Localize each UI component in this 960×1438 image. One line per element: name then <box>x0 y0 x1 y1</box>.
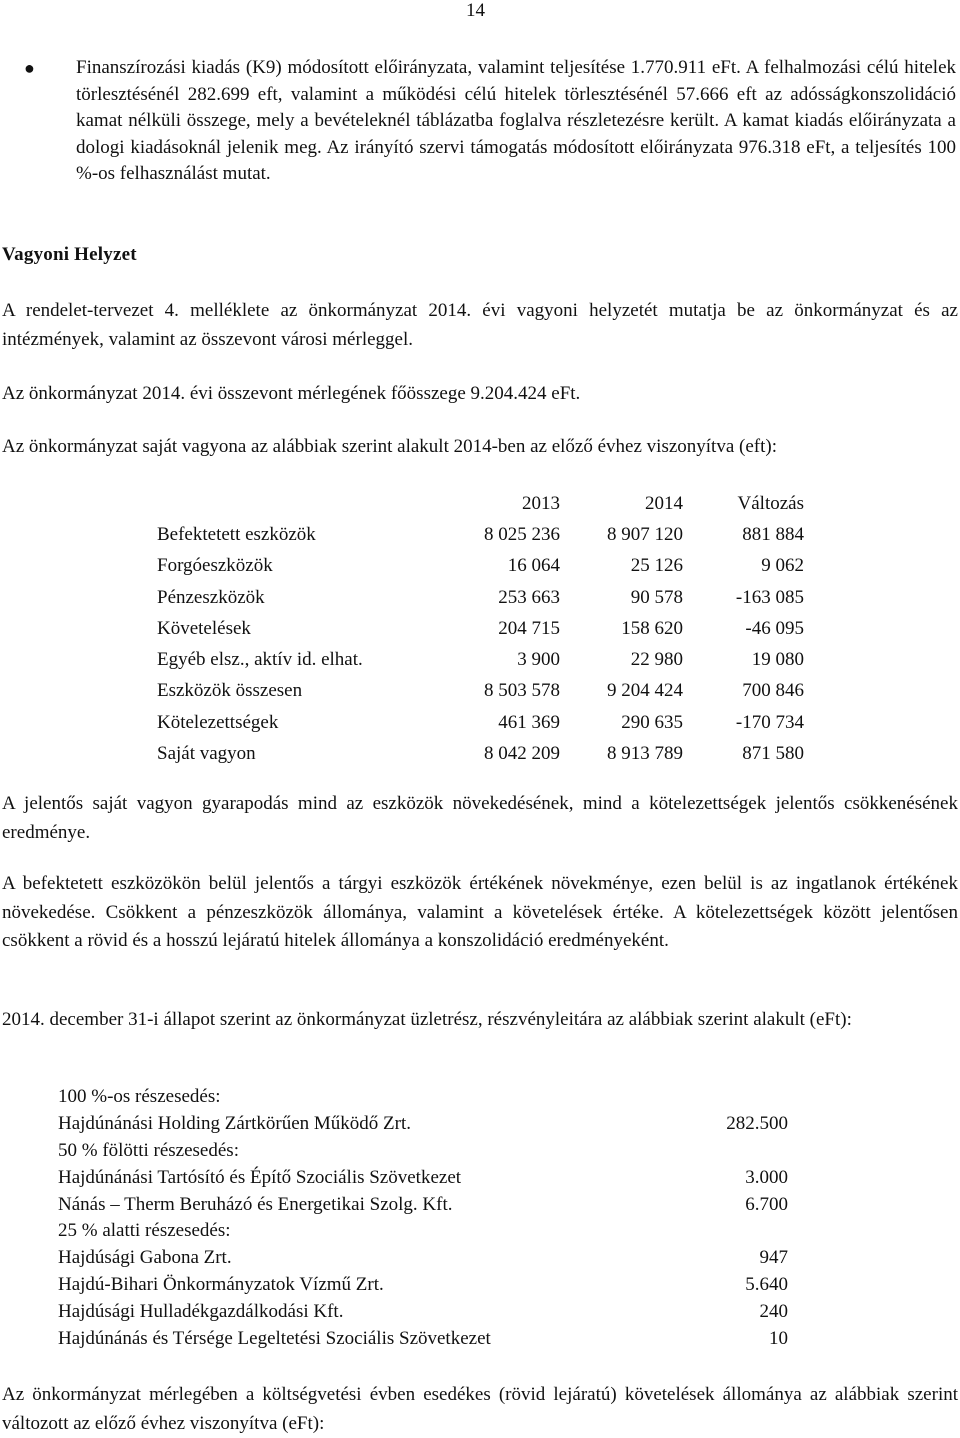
paragraph-assets-intro: Az önkormányzat saját vagyona az alábbiak szerint alakult 2014-ben az előző évhez viszonyítva (eft): <box>2 436 777 457</box>
shareholding-name: 25 % alatti részesedés: <box>58 1220 231 1242</box>
shareholding-name: 50 % fölötti részesedés: <box>58 1139 239 1161</box>
shareholding-name: 100 %-os részesedés: <box>58 1086 221 1107</box>
table-cell: 253 663 <box>498 586 560 608</box>
table-header-cell <box>157 488 457 519</box>
table-cell: 461 369 <box>498 711 560 733</box>
table-cell: 3 900 <box>517 649 560 671</box>
paragraph-details: A befektetett eszközökön belül jelentős a tárgyi eszközök értékének növekménye, ezen belül is az ingatlanok értékének növekedése. Csökkent a pénzeszközök állománya, valamint a követelések értéke. A kötelezettségek között jelentősen csökkent a rövid és a hosszú lejáratú hitelek állománya a konszolidáció eredményeként. <box>2 873 958 952</box>
list-item <box>58 1326 798 1353</box>
shareholding-name: Hajdúnánási Holding Zártkörűen Működő Zrt. <box>58 1112 412 1134</box>
shareholding-name: Nánás – Therm Beruházó és Energetikai Szolg. Kft. <box>58 1193 453 1215</box>
table-cell: -163 085 <box>735 586 804 608</box>
shareholding-value: 3.000 <box>745 1166 788 1188</box>
section-heading: Vagyoni Helyzet <box>2 244 137 265</box>
shareholding-value: 240 <box>759 1301 788 1323</box>
table-cell: 9 062 <box>761 555 804 577</box>
table-cell: 22 980 <box>630 649 683 671</box>
table-row <box>157 707 804 738</box>
shareholdings-list <box>58 1084 798 1353</box>
table-header-cell: Változás <box>737 492 804 514</box>
table-cell: 8 025 236 <box>484 523 560 545</box>
table-cell: 8 042 209 <box>484 743 560 765</box>
shareholding-name: Hajdúsági Hulladékgazdálkodási Kft. <box>58 1301 344 1323</box>
table-header-row <box>157 488 804 519</box>
paragraph-shareholdings-intro: 2014. december 31-i állapot szerint az önkormányzat üzletrész, részvényleitára az alábbiak szerint alakult (eFt): <box>2 1009 852 1030</box>
list-item <box>58 1272 798 1299</box>
shareholding-name: Hajdúsági Gabona Zrt. <box>58 1247 232 1269</box>
paragraph-receivables-intro: Az önkormányzat mérlegében a költségvetési évben esedékes (rövid lejáratú) követelések állománya az alábbiak szerint változott az előző évhez viszonyítva (eFt): <box>2 1384 958 1434</box>
bullet-icon: ● <box>24 58 35 78</box>
bullet-text: Finanszírozási kiadás (K9) módosított előirányzata, valamint teljesítése 1.770.911 eFt. A felhalmozási célú hitelek törlesztésénél 282.699 eft, valamint a működési célú hitelek törlesztésénél 57.666 eft az adósságkonszolidáció kamat nélküli összege, mely a bevételeknél táblázatba foglalva részletezésre került. A kamat kiadás előirányzata a dologi kiadásoknál jelenik meg. Az irányító szervi támogatás módosított előirányzata 976.318 eFt, a teljesítés 100 %-os felhasználást mutat. <box>76 57 956 185</box>
table-row <box>157 676 804 707</box>
table-row-label: Forgóeszközök <box>157 555 273 577</box>
table-cell: -170 734 <box>735 711 804 733</box>
table-cell: 25 126 <box>630 555 683 577</box>
shareholding-name: Hajdú-Bihari Önkormányzatok Vízmű Zrt. <box>58 1274 384 1296</box>
table-row <box>157 519 804 550</box>
table-cell: -46 095 <box>745 617 804 639</box>
shareholding-value: 6.700 <box>745 1193 788 1215</box>
table-row-label: Egyéb elsz., aktív id. elhat. <box>157 649 363 671</box>
list-item <box>58 1218 798 1245</box>
shareholding-value: 10 <box>769 1328 788 1350</box>
paragraph-report-intro: A rendelet-tervezet 4. melléklete az önkormányzat 2014. évi vagyoni helyzetét mutatja be az önkormányzat és az intézmények, valamint az összevont városi mérleggel. <box>2 300 958 350</box>
list-item <box>58 1299 798 1326</box>
shareholding-value: 947 <box>759 1247 788 1269</box>
asset-table <box>157 488 804 770</box>
table-row-label: Saját vagyon <box>157 743 256 765</box>
table-row <box>157 738 804 769</box>
table-cell: 881 884 <box>742 523 804 545</box>
table-row-label: Követelések <box>157 617 251 639</box>
table-row-label: Befektetett eszközök <box>157 523 316 545</box>
table-cell: 19 080 <box>751 649 804 671</box>
table-cell: 9 204 424 <box>607 680 683 702</box>
table-cell: 700 846 <box>742 680 804 702</box>
paragraph-balance-total: Az önkormányzat 2014. évi összevont mérlegének főösszege 9.204.424 eFt. <box>2 383 581 404</box>
shareholding-value: 282.500 <box>726 1112 788 1134</box>
paragraph-growth: A jelentős saját vagyon gyarapodás mind az eszközök növekedésének, mind a kötelezettségek jelentős csökkenésének eredménye. <box>2 793 958 843</box>
table-cell: 16 064 <box>507 555 560 577</box>
shareholding-value: 5.640 <box>745 1274 788 1296</box>
list-item <box>58 1111 798 1138</box>
table-cell: 871 580 <box>742 743 804 765</box>
table-cell: 90 578 <box>630 586 683 608</box>
table-cell: 204 715 <box>498 617 560 639</box>
table-row <box>157 613 804 644</box>
table-row <box>157 551 804 582</box>
page-number: 14 <box>466 0 485 21</box>
list-item <box>58 1084 798 1111</box>
table-header-cell: 2014 <box>645 492 683 514</box>
table-cell: 8 503 578 <box>484 680 560 702</box>
list-item <box>58 1245 798 1272</box>
table-row <box>157 644 804 675</box>
table-cell: 8 913 789 <box>607 743 683 765</box>
table-row-label: Kötelezettségek <box>157 711 279 733</box>
shareholding-name: Hajdúnánási Tartósító és Építő Szociális Szövetkezet <box>58 1166 462 1188</box>
table-cell: 8 907 120 <box>607 523 683 545</box>
shareholding-name: Hajdúnánás és Térsége Legeltetési Szociális Szövetkezet <box>58 1328 491 1350</box>
table-header-cell: 2013 <box>522 492 560 514</box>
table-row-label: Pénzeszközök <box>157 586 265 608</box>
list-item <box>58 1165 798 1192</box>
table-row <box>157 582 804 613</box>
table-row-label: Eszközök összesen <box>157 680 303 702</box>
list-item <box>58 1192 798 1219</box>
list-item <box>58 1138 798 1165</box>
table-cell: 290 635 <box>621 711 683 733</box>
table-cell: 158 620 <box>621 617 683 639</box>
